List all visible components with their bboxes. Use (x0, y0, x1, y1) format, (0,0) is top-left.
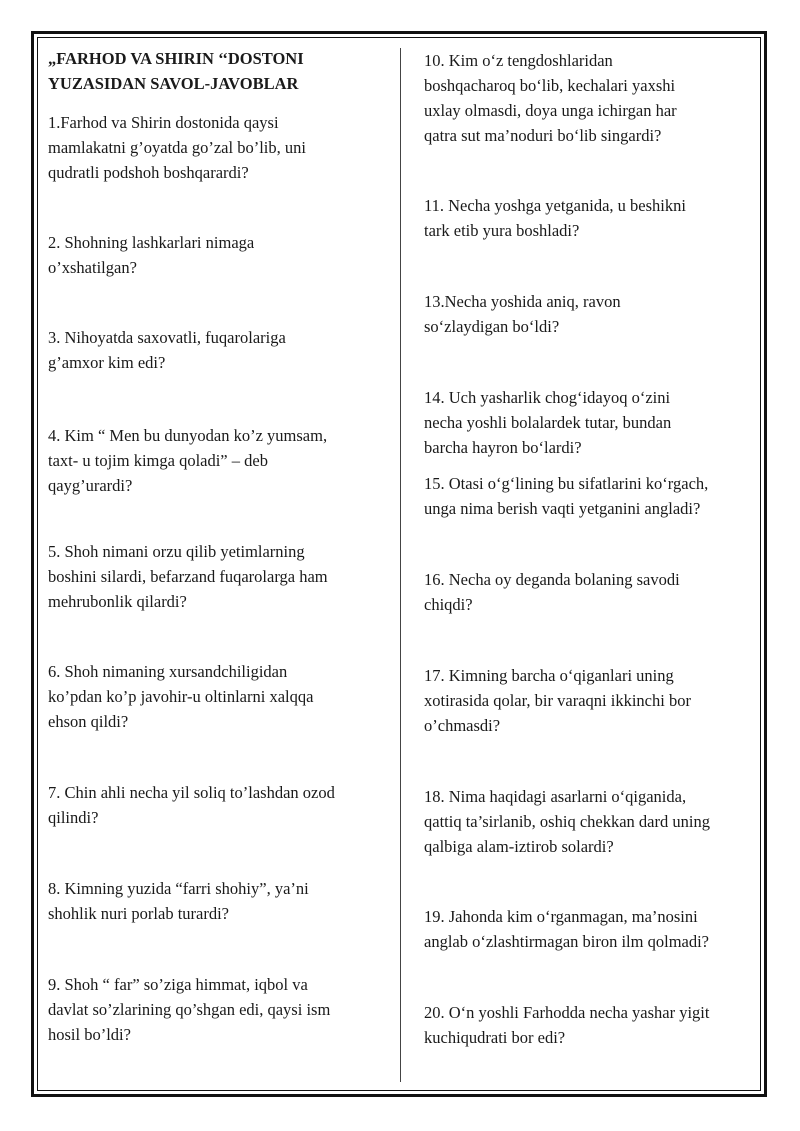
question-20: 20. O‘n yoshli Farhodda necha yashar yigit kuchiqudrati bor edi? (424, 1003, 710, 1047)
column-divider (400, 48, 401, 1082)
question-9: 9. Shoh “ far” so’ziga himmat, iqbol va davlat so’zlarining qo’shgan edi, qaysi ism hosil bo’ldi? (48, 975, 331, 1044)
question-16: 16. Necha oy deganda bolaning savodi chiqdi? (424, 570, 680, 614)
question-11: 11. Necha yoshga yetganida, u beshikni tark etib yura boshladi? (424, 196, 686, 240)
question-3: 3. Nihoyatda saxovatli, fuqarolariga g’amxor kim edi? (48, 328, 286, 372)
document-title: „FARHOD VA SHIRIN ‘‘DOSTONI YUZASIDAN SAVOL-JAVOBLAR (48, 49, 304, 93)
question-4: 4. Kim “ Men bu dunyodan ko’z yumsam, taxt- u tojim kimga qoladi” – deb qayg’urardi? (48, 426, 328, 495)
question-8: 8. Kimning yuzida “farri shohiy”, ya’ni shohlik nuri porlab turardi? (48, 879, 309, 923)
question-2: 2. Shohning lashkarlari nimaga o’xshatilgan? (48, 233, 255, 277)
question-14: 14. Uch yasharlik chog‘idayoq o‘zini necha yoshli bolalardek tutar, bundan barcha hayron bo‘lardi? (424, 388, 672, 457)
question-15: 15. Otasi o‘g‘lining bu sifatlarini ko‘rgach, unga nima berish vaqti yetganini angladi? (424, 474, 709, 518)
question-19: 19. Jahonda kim o‘rganmagan, ma’nosini anglab o‘zlashtirmagan biron ilm qolmadi? (424, 907, 710, 951)
question-10: 10. Kim o‘z tengdoshlaridan boshqacharoq bo‘lib, kechalari yaxshi uxlay olmasdi, doya unga ichirgan har qatra sut ma’noduri bo‘lib singardi? (424, 51, 677, 145)
question-13: 13.Necha yoshida aniq, ravon so‘zlaydigan bo‘ldi? (424, 292, 621, 336)
question-1: 1.Farhod va Shirin dostonida qaysi mamlakatni g’oyatda go’zal bo’lib, uni qudratli podshoh boshqarardi? (48, 113, 306, 182)
question-7: 7. Chin ahli necha yil soliq to’lashdan ozod qilindi? (48, 783, 335, 827)
question-5: 5. Shoh nimani orzu qilib yetimlarning boshini silardi, befarzand fuqarolarga ham mehrubonlik qilardi? (48, 542, 328, 611)
question-6: 6. Shoh nimaning xursandchiligidan ko’pdan ko’p javohir-u oltinlarni xalqqa ehson qildi? (48, 662, 314, 731)
question-18: 18. Nima haqidagi asarlarni o‘qiganida, qattiq ta’sirlanib, oshiq chekkan dard uning qalbiga alam-iztirob solardi? (424, 787, 710, 856)
question-17: 17. Kimning barcha o‘qiganlari uning xotirasida qolar, bir varaqni ikkinchi bor o’chmasdi? (424, 666, 691, 735)
